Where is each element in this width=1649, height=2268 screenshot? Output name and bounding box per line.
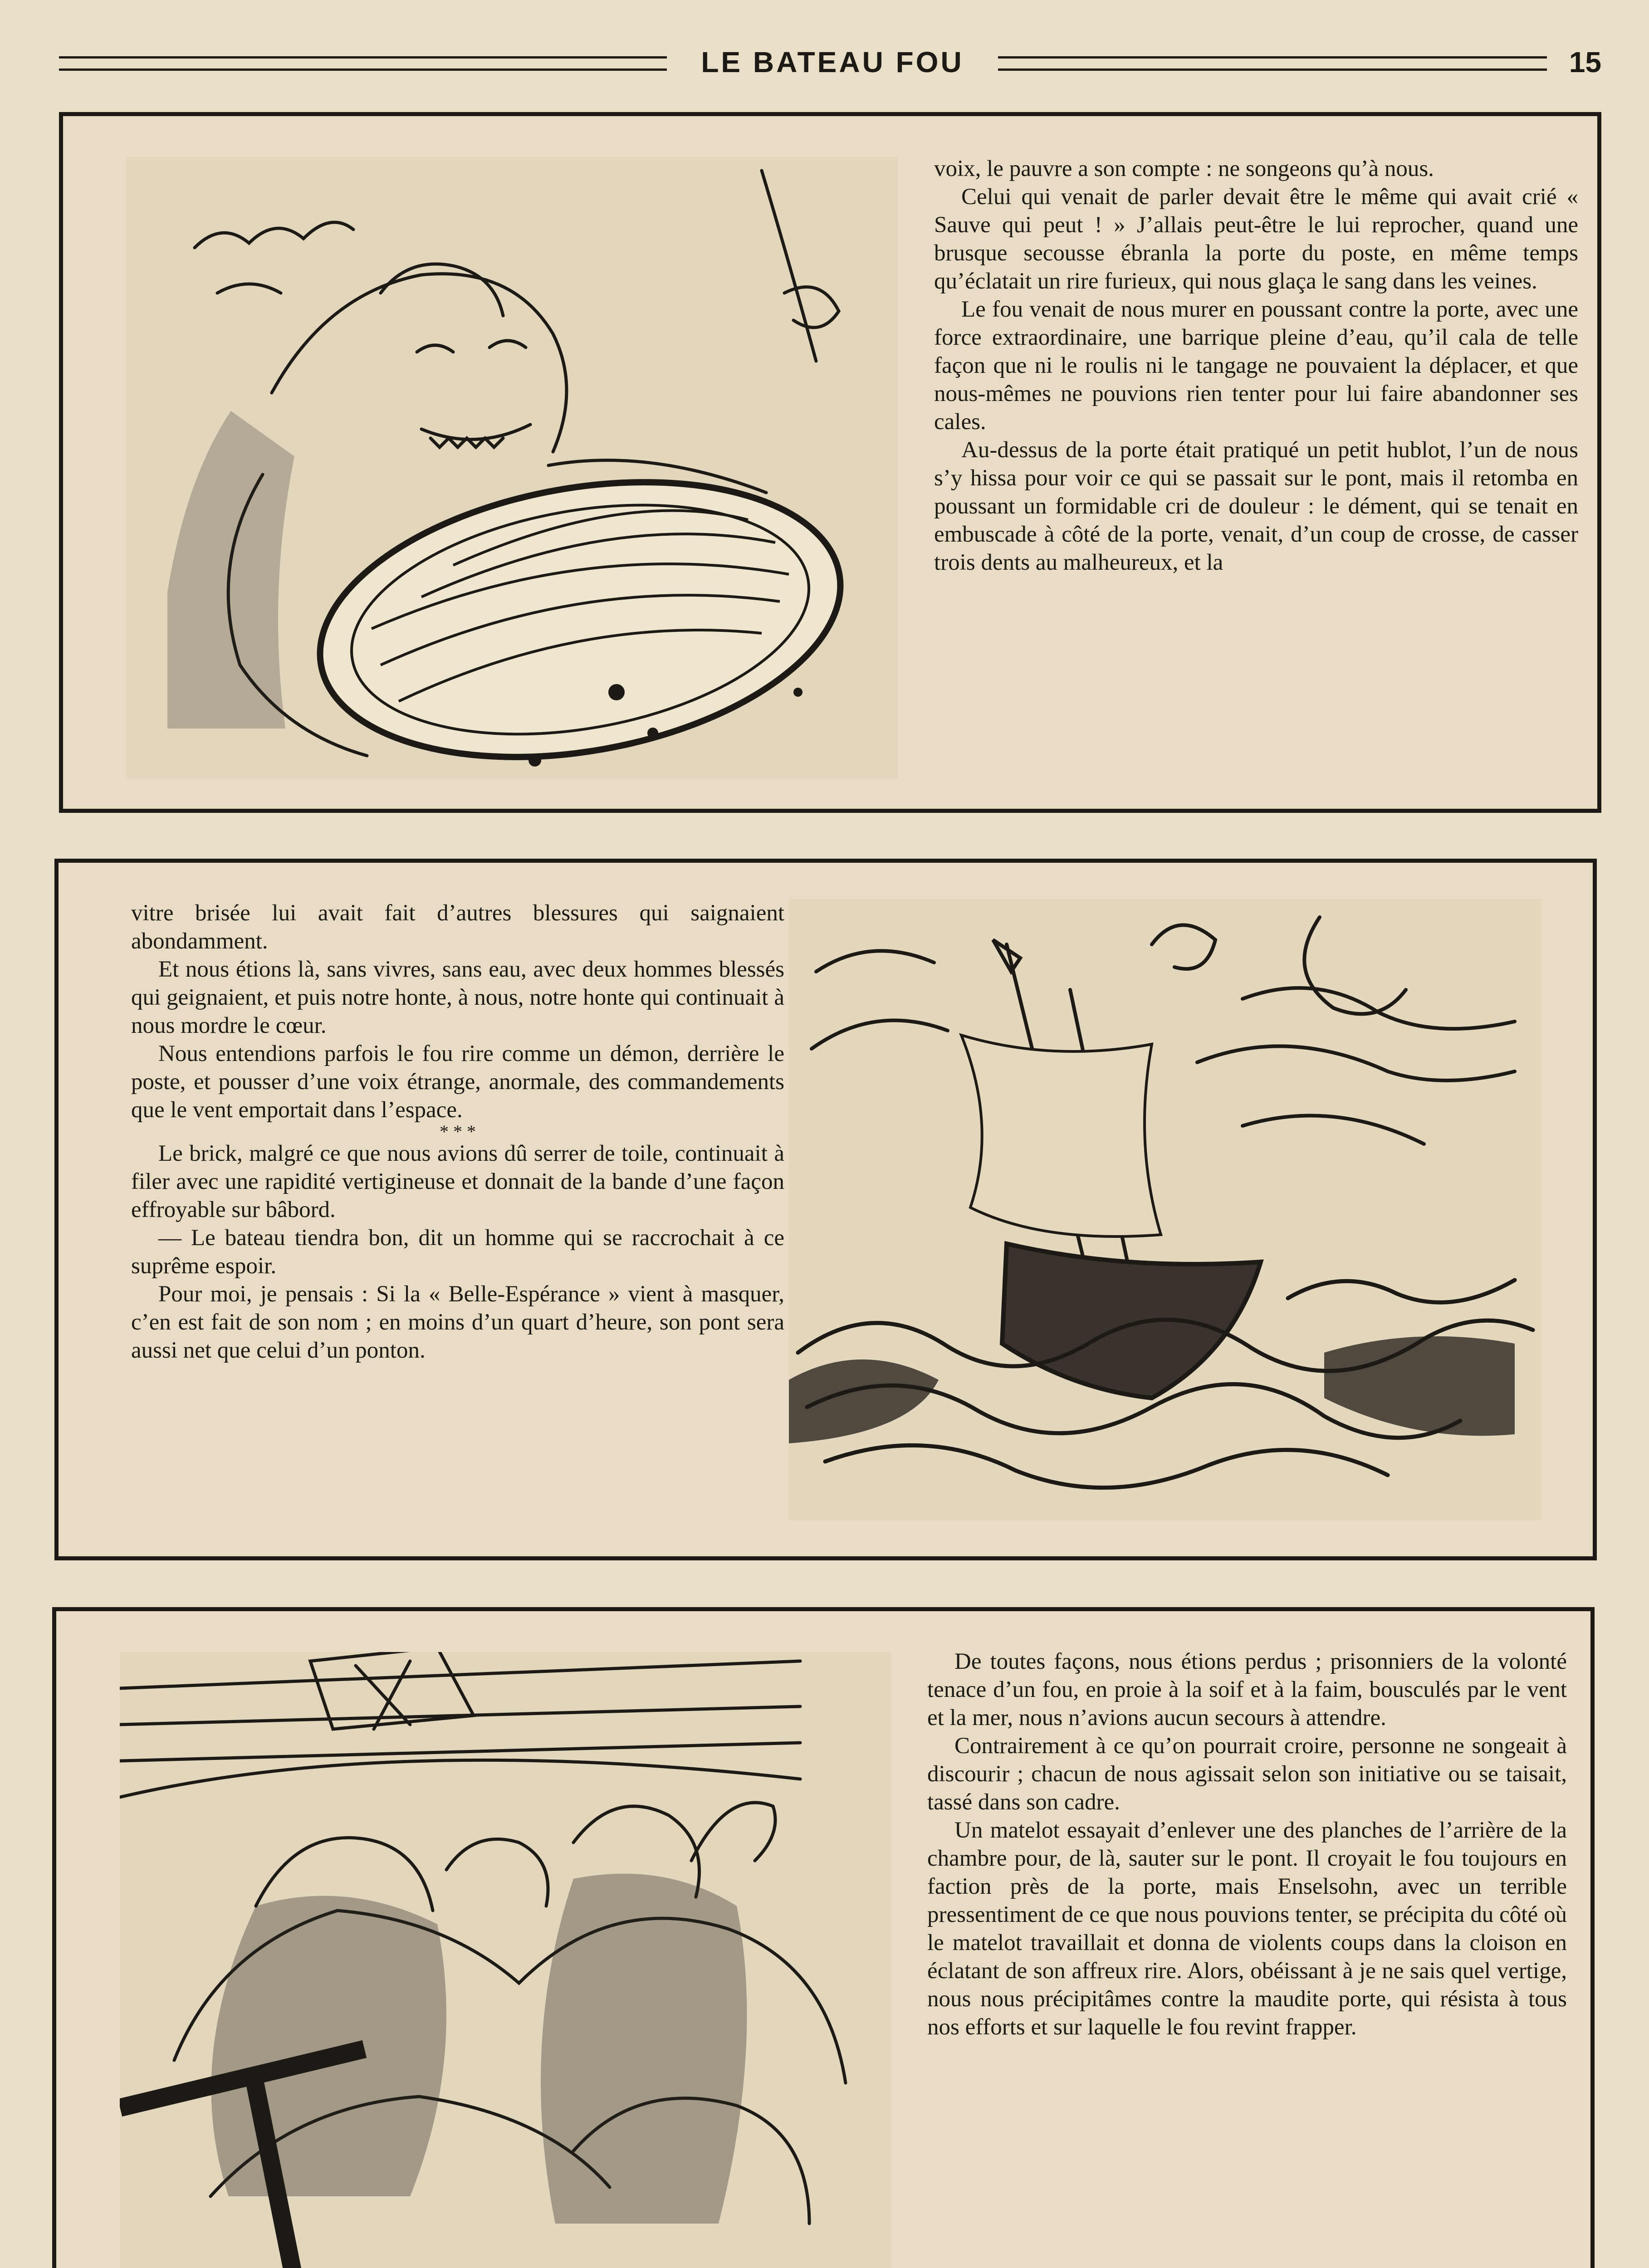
panel-2 — [54, 859, 1597, 1560]
ship-in-storm-drawing — [789, 899, 1542, 1520]
paragraph: — Le bateau tiendra bon, dit un homme qui se raccrochait à ce suprême espoir. — [131, 1225, 784, 1279]
panel-3 — [52, 1607, 1595, 2268]
header-rule-right — [998, 56, 1547, 71]
text-column-1 — [934, 155, 1578, 577]
text-column-3 — [927, 1647, 1567, 2041]
paragraph: vitre brisée lui avait fait d’autres blessures qui saignaient abondamment. — [131, 900, 784, 954]
paragraph: Contrairement à ce qu’on pourrait croire, personne ne songeait à discourir ; chacun de nous agissait selon son initiative ou se taisait, tassé dans son cadre. — [927, 1733, 1567, 1815]
header-rule-left — [59, 56, 667, 71]
paragraph: Pour moi, je pensais : Si la « Belle-Espérance » vient à masquer, c’en est fait de son nom ; en moins d’un quart d’heure, son pont sera aussi net que celui d’un ponton. — [131, 1281, 784, 1363]
page-header — [59, 42, 1601, 83]
paragraph: Nous entendions parfois le fou rire comme un démon, derrière le poste, et pousser d’une voix étrange, anormale, des commandements que le vent emportait dans l’espace. — [131, 1041, 784, 1123]
paragraph: Celui qui venait de parler devait être le même qui avait crié « Sauve qui peut ! » J’allais peut-être le lui reprocher, quand une brusque secousse ébranla la porte du poste, en même temps qu’éclatait un rire furieux, qui nous glaça le sang dans les veines. — [934, 184, 1578, 294]
paragraph: voix, le pauvre a son compte : ne songeons qu’à nous. — [934, 156, 1434, 181]
running-title: LE BATEAU FOU — [701, 46, 964, 78]
paragraph: Au-dessus de la porte était pratiqué un petit hublot, l’un de nous s’y hissa pour voir ce qui se passait sur le pont, mais il retomba en poussant un formidable cri de douleur : le dément, qui se tenait en embuscade à côté de la porte, venait, d’un coup de crosse, de casser trois dents au malheureux, et la — [934, 437, 1578, 575]
paragraph: Le brick, malgré ce que nous avions dû serrer de toile, continuait à filer avec une rapidité vertigineuse et donnait de la bande d’une façon effroyable sur bâbord. — [131, 1141, 784, 1222]
sailors-pushing-door-drawing — [120, 1652, 891, 2268]
panel-1 — [59, 112, 1601, 813]
illustration-sailors-cabin — [120, 1652, 891, 2268]
page-number: 15 — [1569, 46, 1601, 78]
madman-pushing-barrel-drawing — [127, 157, 898, 778]
text-column-2 — [131, 899, 784, 1364]
section-separator: * * * — [440, 1121, 476, 1142]
paragraph: Et nous étions là, sans vivres, sans eau, avec deux hommes blessés qui geignaient, et puis notre honte, à nous, notre honte qui continuait à nous mordre le cœur. — [131, 957, 784, 1038]
paragraph: Un matelot essayait d’enlever une des planches de l’arrière de la chambre pour, de là, sauter sur le pont. Il croyait le fou toujours en faction près de la porte, mais Enselsohn, avec un terrible pressentiment de ce que nous pouvions tenter, se précipita du côté où le matelot travaillait et donna de violents coups dans la cloison en éclatant de son affreux rire. Alors, obéissant à je ne sais quel vertige, nous nous précipitâmes contre la maudite porte, qui résista à tous nos efforts et sur laquelle le fou revint frapper. — [927, 1818, 1567, 2040]
paragraph: De toutes façons, nous étions perdus ; prisonniers de la volonté tenace d’un fou, en proie à la soif et à la faim, bousculés par le vent et la mer, nous n’avions aucun secours à attendre. — [927, 1649, 1567, 1730]
illustration-madman-barrel — [127, 157, 898, 778]
paragraph: Le fou venait de nous murer en poussant contre la porte, avec une force extraordinaire, une barrique pleine d’eau, qu’il cala de telle façon que ni le roulis ni le tangage ne pouvaient la déplacer, et que nous-mêmes ne pouvions rien tenter pour lui faire abandonner ses cales. — [934, 297, 1578, 435]
illustration-ship-storm — [789, 899, 1542, 1520]
